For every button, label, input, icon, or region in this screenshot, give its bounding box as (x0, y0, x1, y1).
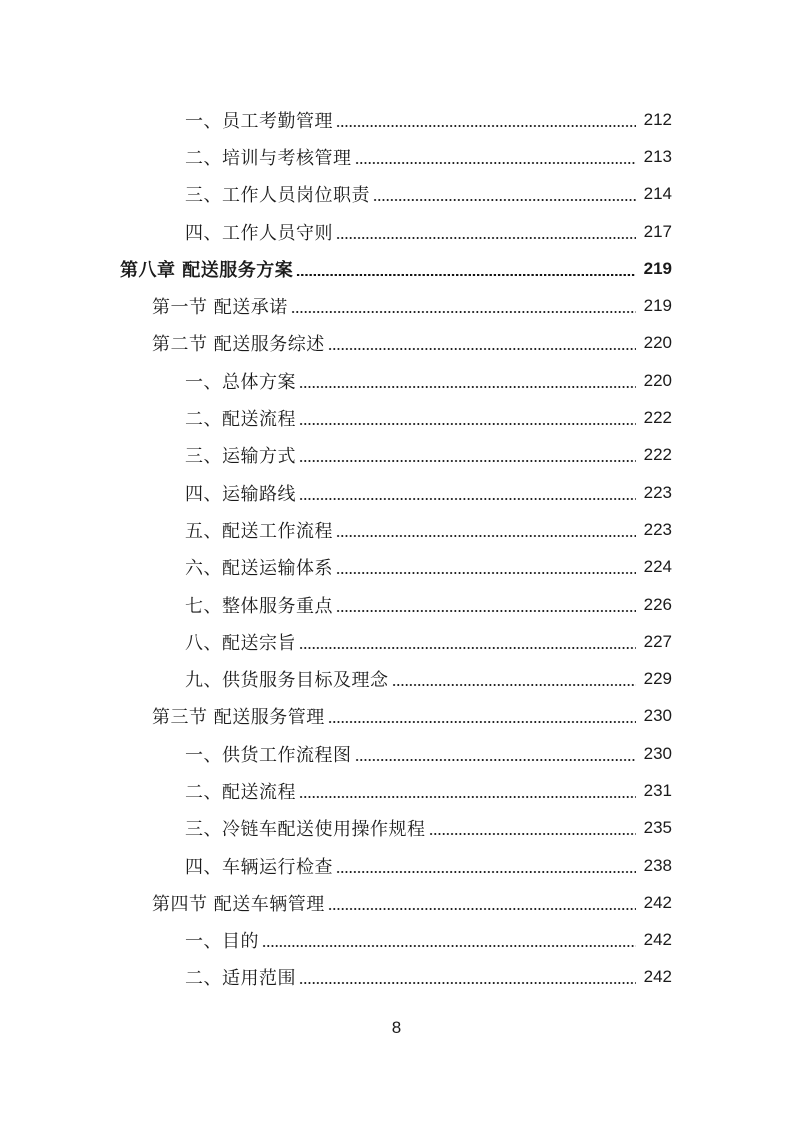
toc-entry-title: 第八章 配送服务方案 (120, 259, 294, 281)
toc-entry-item[interactable] (0, 549, 793, 586)
toc-entry-page: 229 (643, 669, 672, 689)
toc-entry-item[interactable] (0, 474, 793, 511)
toc-entry-item[interactable] (0, 176, 793, 213)
toc-entry-page: 230 (643, 706, 672, 726)
toc-entry-title: 八、配送宗旨 (185, 632, 296, 654)
toc-entry-title: 四、工作人员守则 (185, 222, 333, 244)
toc-entry-title: 二、培训与考核管理 (185, 147, 352, 169)
table-of-contents (0, 101, 793, 996)
toc-entry-title: 第二节 配送服务综述 (152, 334, 325, 356)
toc-entry-title: 第四节 配送车辆管理 (152, 893, 325, 915)
dot-leader (299, 982, 636, 984)
toc-entry-page: 230 (643, 743, 672, 763)
toc-entry-section[interactable] (0, 287, 793, 324)
toc-entry-page: 213 (643, 146, 672, 166)
page-number: 8 (391, 1018, 402, 1037)
dot-leader (296, 274, 636, 276)
dot-leader (299, 386, 636, 388)
dot-leader (429, 833, 637, 835)
dot-leader (373, 199, 636, 201)
toc-entry-title: 一、供货工作流程图 (185, 744, 352, 766)
dot-leader (336, 610, 636, 612)
toc-entry-title: 七、整体服务重点 (185, 595, 333, 617)
toc-entry-page: 219 (643, 296, 672, 316)
toc-entry-item[interactable] (0, 660, 793, 697)
toc-entry-item[interactable] (0, 362, 793, 399)
toc-entry-item[interactable] (0, 922, 793, 959)
toc-entry-title: 九、供货服务目标及理念 (185, 670, 389, 692)
dot-leader (336, 535, 636, 537)
toc-entry-page: 231 (643, 780, 672, 800)
toc-entry-item[interactable] (0, 101, 793, 138)
toc-entry-title: 一、总体方案 (185, 371, 296, 393)
toc-entry-page: 219 (643, 258, 672, 278)
dot-leader (262, 945, 636, 947)
toc-entry-title: 一、目的 (185, 931, 259, 953)
toc-entry-page: 214 (643, 184, 672, 204)
toc-entry-page: 222 (643, 445, 672, 465)
toc-entry-page: 226 (643, 594, 672, 614)
toc-entry-title: 三、冷链车配送使用操作规程 (185, 819, 426, 841)
toc-entry-title: 三、运输方式 (185, 446, 296, 468)
toc-entry-title: 四、运输路线 (185, 483, 296, 505)
dot-leader (291, 311, 636, 313)
dot-leader (299, 498, 636, 500)
toc-entry-item[interactable] (0, 623, 793, 660)
toc-entry-page: 242 (643, 930, 672, 950)
toc-entry-item[interactable] (0, 511, 793, 548)
toc-entry-title: 六、配送运输体系 (185, 558, 333, 580)
toc-entry-page: 224 (643, 557, 672, 577)
toc-entry-item[interactable] (0, 735, 793, 772)
dot-leader (336, 125, 636, 127)
toc-entry-title: 四、车辆运行检查 (185, 856, 333, 878)
toc-entry-section[interactable] (0, 698, 793, 735)
dot-leader (392, 684, 637, 686)
toc-entry-title: 二、配送流程 (185, 409, 296, 431)
toc-entry-page: 238 (643, 855, 672, 875)
toc-entry-item[interactable] (0, 847, 793, 884)
toc-entry-title: 五、配送工作流程 (185, 520, 333, 542)
dot-leader (328, 348, 636, 350)
dot-leader (355, 759, 637, 761)
toc-entry-title: 第三节 配送服务管理 (152, 707, 325, 729)
toc-entry-page: 242 (643, 892, 672, 912)
dot-leader (299, 460, 636, 462)
toc-entry-title: 三、工作人员岗位职责 (185, 185, 370, 207)
toc-entry-page: 227 (643, 631, 672, 651)
toc-entry-item[interactable] (0, 437, 793, 474)
toc-entry-item[interactable] (0, 772, 793, 809)
toc-entry-page: 217 (643, 221, 672, 241)
toc-entry-section[interactable] (0, 884, 793, 921)
toc-entry-page: 222 (643, 408, 672, 428)
toc-entry-title: 第一节 配送承诺 (152, 297, 288, 319)
toc-entry-item[interactable] (0, 213, 793, 250)
toc-entry-title: 二、配送流程 (185, 781, 296, 803)
toc-entry-item[interactable] (0, 959, 793, 996)
toc-entry-section[interactable] (0, 325, 793, 362)
dot-leader (336, 572, 636, 574)
toc-entry-page: 212 (643, 109, 672, 129)
toc-entry-page: 223 (643, 482, 672, 502)
dot-leader (336, 237, 636, 239)
toc-entry-item[interactable] (0, 138, 793, 175)
dot-leader (328, 721, 636, 723)
dot-leader (299, 647, 636, 649)
dot-leader (299, 423, 636, 425)
toc-entry-item[interactable] (0, 586, 793, 623)
toc-entry-item[interactable] (0, 399, 793, 436)
toc-entry-title: 二、适用范围 (185, 968, 296, 990)
dot-leader (328, 908, 636, 910)
dot-leader (299, 796, 636, 798)
dot-leader (336, 871, 636, 873)
toc-entry-title: 一、员工考勤管理 (185, 110, 333, 132)
toc-entry-page: 235 (643, 818, 672, 838)
toc-entry-page: 220 (643, 370, 672, 390)
dot-leader (355, 162, 637, 164)
toc-entry-chapter[interactable] (0, 250, 793, 287)
toc-entry-page: 242 (643, 967, 672, 987)
toc-entry-page: 220 (643, 333, 672, 353)
toc-entry-page: 223 (643, 519, 672, 539)
toc-entry-item[interactable] (0, 810, 793, 847)
